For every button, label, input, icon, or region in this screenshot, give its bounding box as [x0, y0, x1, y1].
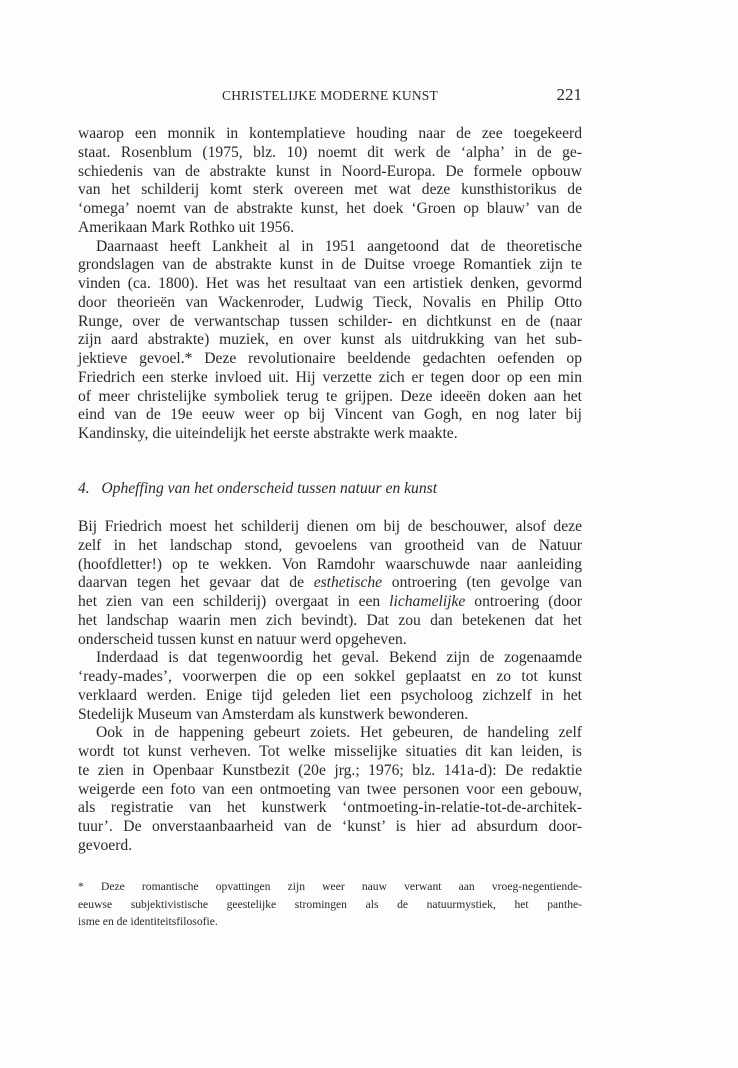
- running-head-title: CHRISTELIJKE MODERNE KUNST: [222, 88, 438, 103]
- text-line: wordt tot kunst verheven. Tot welke misselijke situaties dit kan leiden, is: [78, 743, 582, 760]
- text-line: van het schilderij komt sterk overeen met wat deze kunsthistorikus de: [78, 181, 582, 199]
- text-segment: het zien van een schilderij) overgaat in een: [78, 593, 390, 610]
- text-line: vinden (ca. 1800). Het was het resultaat van een artistiek denken, gevormd: [78, 275, 582, 292]
- text-line: * Deze romantische opvattingen zijn weer nauw verwant aan vroeg-negentiende-: [78, 880, 582, 893]
- text-line: ‘omega’ noemt van de abstrakte kunst, het doek ‘Groen op blauw’ van de: [78, 200, 582, 217]
- text-line: grondslagen van de abstrakte kunst in de Duitse vroege Romantiek zijn te: [78, 256, 582, 274]
- text-line: verklaard werden. Enige tijd geleden liet een psycholoog zichzelf in het: [78, 686, 582, 704]
- text-line: te zien in Openbaar Kunstbezit (20e jrg.; 1976; blz. 141a-d): De redaktie: [78, 761, 582, 779]
- text-line: Friedrich een sterke invloed uit. Hij verzette zich er tegen door op een min: [78, 368, 582, 386]
- text-line: [78, 593, 582, 612]
- text-line: (hoofdletter!) op te wekken. Von Ramdohr waarschuwde naar aanleiding: [78, 555, 582, 573]
- text-line: tuur’. De onverstaanbaarheid van de ‘kunst’ is hier ad absurdum door-: [78, 818, 582, 835]
- text-line: waarop een monnik in kontemplatieve houding naar de zee toegekeerd: [78, 125, 582, 142]
- body-text-block-1: [78, 125, 582, 444]
- text-line: of meer christelijke symboliek terug te grijpen. Deze ideeën doken aan het: [78, 387, 582, 405]
- text-line: eeuwse subjektivistische geestelijke stromingen als de natuurmystiek, het panthe-: [78, 897, 582, 911]
- text-line: jektieve gevoel.* Deze revolutionaire beeldende gedachten oefenden op: [78, 350, 582, 367]
- section-heading: [78, 480, 437, 498]
- text-line: Kandinsky, die uiteindelijk het eerste abstrakte werk maakte.: [78, 425, 458, 442]
- text-line: Stedelijk Museum van Amsterdam als kunstwerk bewonderen.: [78, 705, 469, 723]
- section-title: Opheffing van het onderscheid tussen natuur en kunst: [101, 480, 438, 497]
- text-line: zelf in het landschap stond, gevoelens van grootheid van de Natuur: [78, 536, 582, 554]
- text-segment: ontroering (door: [465, 593, 582, 610]
- text-line: isme en de identiteitsfilosofie.: [78, 915, 218, 928]
- text-line: gevoerd.: [78, 836, 133, 854]
- text-line: zijn aard abstrakte) muziek, en over kunst als uitdrukking van het sub-: [78, 331, 582, 349]
- text-line: onderscheid tussen kunst en natuur werd opgeheven.: [78, 630, 407, 648]
- text-line: door theorieën van Wackenroder, Ludwig Tieck, Novalis en Philip Otto: [78, 293, 582, 311]
- text-line: Daarnaast heeft Lankheit al in 1951 aangetoond dat de theoretische: [96, 237, 582, 255]
- text-line: het landschap waarin men zich bevindt). Dat zou dan betekenen dat het: [78, 611, 582, 629]
- text-line: Bij Friedrich moest het schilderij dienen om bij de beschouwer, alsof deze: [78, 518, 582, 535]
- text-line: schiedenis van de abstrakte kunst in Noord-Europa. De formele opbouw: [78, 162, 582, 180]
- text-line: Amerikaan Mark Rothko uit 1956.: [78, 218, 295, 236]
- text-line: Runge, over de verwantschap tussen schilder- en dichtkunst en de (naar: [78, 312, 582, 330]
- section-number: 4.: [78, 480, 90, 497]
- text-line: als registratie van het kunstwerk ‘ontmoeting-in-relatie-tot-de-architek-: [78, 799, 582, 817]
- page-number: 221: [556, 85, 582, 104]
- text-segment: daarvan tegen het gevaar dat de: [78, 574, 314, 592]
- text-segment: ontroering (ten gevolge van: [382, 574, 582, 592]
- text-line: [78, 574, 582, 593]
- body-text-block-2: [78, 518, 582, 856]
- text-line: Ook in de happening gebeurt zoiets. Het gebeuren, de handeling zelf: [96, 724, 582, 742]
- emphasized-text: esthetische: [313, 574, 383, 592]
- text-line: Inderdaad is dat tegenwoordig het geval. Bekend zijn de zogenaamde: [96, 649, 582, 667]
- footnote: [78, 878, 582, 931]
- text-line: eind van de 19e eeuw weer op bij Vincent van Gogh, en nog later bij: [78, 406, 582, 424]
- text-line: staat. Rosenblum (1975, blz. 10) noemt dit werk de ‘alpha’ in de ge-: [78, 143, 582, 161]
- emphasized-text: lichamelijke: [389, 593, 466, 610]
- text-line: ‘ready-mades’, voorwerpen die op een sokkel geplaatst en zo tot kunst: [78, 668, 582, 685]
- text-line: weigerde een foto van een ontmoeting van twee personen voor een gebouw,: [78, 780, 582, 798]
- running-head: [78, 86, 582, 106]
